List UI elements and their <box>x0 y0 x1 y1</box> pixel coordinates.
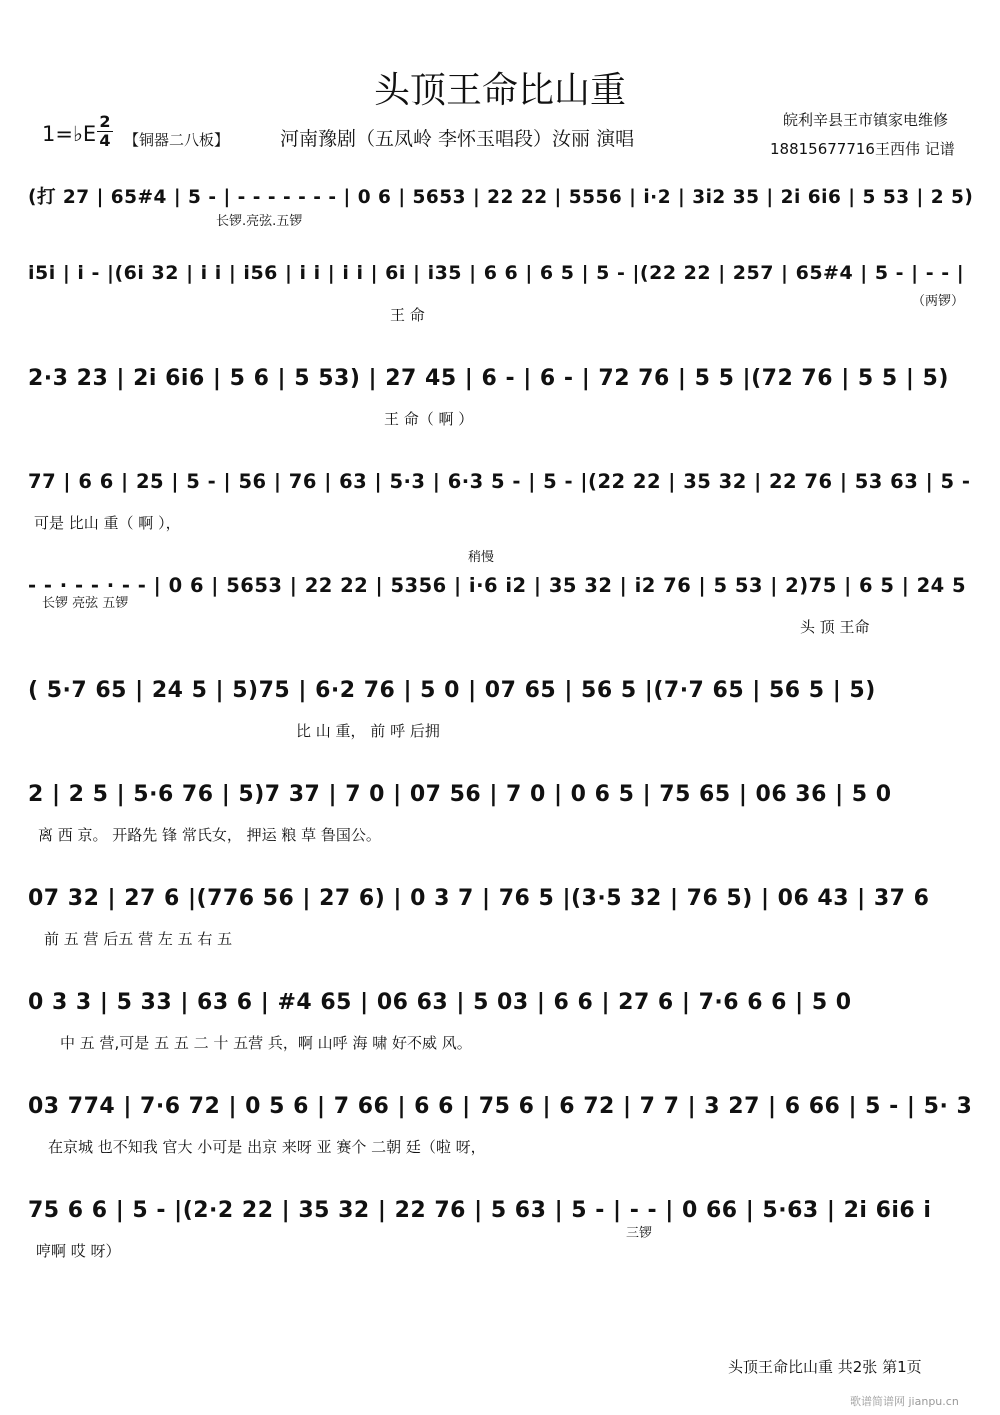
banyan-label: 【铜器二八板】 <box>124 131 230 149</box>
meter-top: 2 <box>99 112 111 131</box>
score-row-2: i5i | i - |(6i 32 | i i | i56 | i i | i i | 6i | i35 | 6 6 | 6 5 | 5 - |(22 22 | 257 | 65#4 | 5 - | - - | <box>28 262 965 284</box>
row-11-lyrics: 哼啊 哎 呀） <box>36 1242 121 1260</box>
time-signature <box>97 113 113 150</box>
row-4-lyrics: 可是 比山 重（ 啊 ）， <box>34 514 181 532</box>
credit-line-1: 皖利辛县王市镇家电维修 <box>783 111 949 129</box>
key-signature: 1=♭E <box>42 122 97 146</box>
row-7-lyrics: 离 西 京。 开路先 锋 常氏女， 押运 粮 草 鲁国公。 <box>38 826 381 844</box>
score-row-6: ( 5·7 65 | 24 5 | 5)75 | 6·2 76 | 5 0 | 07 65 | 56 5 |(7·7 65 | 56 5 | 5) <box>28 678 876 703</box>
credit-line-2: 18815677716王西伟 记谱 <box>770 140 955 158</box>
row-1-annotation: 长锣.亮弦.五锣 <box>216 214 303 229</box>
score-row-8: 07 32 | 27 6 |(776 56 | 27 6) | 0 3 7 | 76 5 |(3·5 32 | 76 5) | 06 43 | 37 6 <box>28 886 930 911</box>
row-2-lyrics: 王 命 <box>390 306 425 324</box>
meter-bottom: 4 <box>97 131 113 150</box>
row-10-lyrics: 在京城 也不知我 官大 小可是 出京 来呀 亚 赛个 二朝 廷（啦 呀， <box>48 1138 486 1156</box>
page-title: 头顶王命比山重 <box>373 70 626 111</box>
row-8-lyrics: 前 五 营 后五 营 左 五 右 五 <box>44 930 233 948</box>
score-row-5: - - · - - · - - | 0 6 | 5653 | 22 22 | 5356 | i·6 i2 | 35 32 | i2 76 | 5 53 | 2)75 | 6 5 | 24 5 <box>28 574 967 597</box>
row-5-annotation: 长锣 亮弦 五锣 <box>42 596 129 611</box>
score-row-11: 75 6 6 | 5 - |(2·2 22 | 35 32 | 22 76 | 5 63 | 5 - | - - | 0 66 | 5·63 | 2i 6i6 i <box>28 1198 932 1223</box>
score-row-7: 2 | 2 5 | 5·6 76 | 5)7 37 | 7 0 | 07 56 | 7 0 | 0 6 5 | 75 65 | 06 36 | 5 0 <box>28 782 892 807</box>
watermark: 歌谱简谱网 jianpu.cn <box>850 1395 959 1408</box>
row-6-lyrics: 比 山 重， 前 呼 后拥 <box>296 722 440 740</box>
score-row-1: (打 27 | 65#4 | 5 - | - - - - - - - | 0 6 | 5653 | 22 22 | 5556 | i·2 | 3i2 35 | 2i 6i6 | 5 53 | 2 5) <box>28 187 974 208</box>
row-11-annotation: 三锣 <box>626 1226 653 1241</box>
score-row-3: 2·3 23 | 2i 6i6 | 5 6 | 5 53) | 27 45 | 6 - | 6 - | 72 76 | 5 5 |(72 76 | 5 5 | 5) <box>28 366 949 391</box>
subtitle: 河南豫剧（五凤岭 李怀玉唱段）汝丽 演唱 <box>280 128 635 150</box>
score-row-10: 03 774 | 7·6 72 | 0 5 6 | 7 66 | 6 6 | 75 6 | 6 72 | 7 7 | 3 27 | 6 66 | 5 - | 5· 3 <box>28 1094 973 1119</box>
row-2-annotation: （两锣） <box>912 294 965 309</box>
page-footer: 头顶王命比山重 共2张 第1页 <box>728 1358 922 1376</box>
score-row-9: 0 3 3 | 5 33 | 63 6 | #4 65 | 06 63 | 5 03 | 6 6 | 27 6 | 7·6 6 6 | 5 0 <box>28 990 852 1015</box>
row-9-lyrics: 中 五 营,可是 五 五 二 十 五营 兵，啊 山呼 海 啸 好不威 风。 <box>60 1034 472 1052</box>
row-3-lyrics: 王 命（ 啊 ） <box>384 410 474 428</box>
tempo-marking: 稍慢 <box>468 550 495 565</box>
row-5-lyrics: 头 顶 王命 <box>800 618 870 636</box>
score-row-4: 77 | 6 6 | 25 | 5 - | 56 | 76 | 63 | 5·3 | 6·3 5 - | 5 - |(22 22 | 35 32 | 22 76 | 53 63 | 5 - <box>28 470 971 493</box>
